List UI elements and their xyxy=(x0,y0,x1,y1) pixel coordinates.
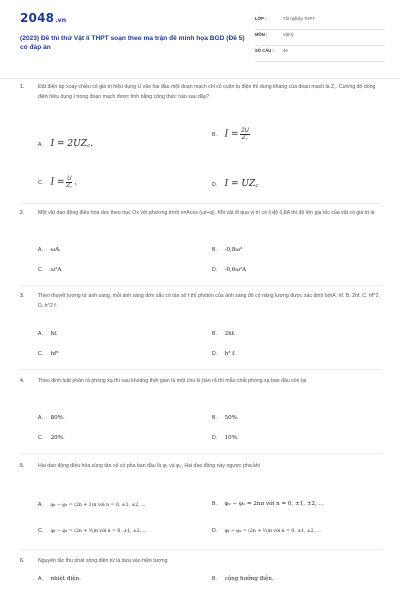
option-value: -0,6ω²A xyxy=(224,267,247,273)
option-value: nhiệt điện. xyxy=(50,576,81,582)
meta-value: Tốt nghiệp THPT xyxy=(283,16,315,21)
fraction-numerator: 2U xyxy=(241,128,249,134)
question-text: Hai dao động điều hòa cùng tần số có pha ban đầu là φ₁ và φ₂. Hai dao động này ngược pha khi xyxy=(38,463,260,469)
option-value: φ₂ − φ₁ = (2n + ⅓)π với n = 0, ±1, ±2, ... xyxy=(224,529,322,534)
question-text: Theo thuyết lượng tử ánh sáng, mỗi ánh sáng đơn sắc có tần số f thì photon của ánh sáng đó có năng lượng được xác định bởiA. hf. B. 2hf. C. hf^2. D. h^2 f. xyxy=(38,293,380,309)
exam-title: (2023) Đề thi thử Vật lí THPT soạn theo ma trận đề minh họa BGD (Đề 5) có đáp án xyxy=(20,35,245,51)
question-text: Đặt điện áp xoay chiều có giá trị hiệu dụng U vào hai đầu một đoạn mạch chỉ có cuộn tụ điện thì dung kháng của đoạn mạch là Z꜀. Cường độ dòng điện hiệu dụng I trong đoạn mạch được tính bằng công thức nào sau đây? xyxy=(38,84,376,100)
meta-row-subject xyxy=(255,30,385,46)
option-value: φ₂ − φ₁ = (2n + 1)π với n = 0, ±1, ±2, ... xyxy=(50,503,146,508)
fraction-numerator: U xyxy=(67,176,72,182)
meta-key: LỚP : xyxy=(255,16,267,21)
option-value: 2hf. xyxy=(224,331,236,337)
option-value: 10%. xyxy=(224,435,239,441)
option-value: 50%. xyxy=(224,415,239,421)
option-letter: C. xyxy=(38,180,44,187)
option-value: h² f. xyxy=(224,351,236,357)
option-letter: A. xyxy=(38,502,43,508)
option-value: ωA. xyxy=(50,247,61,253)
meta-key: SỐ CÂU : xyxy=(255,48,274,53)
option-letter: D. xyxy=(212,267,218,273)
header-divider xyxy=(0,78,400,79)
option-value-suffix: . xyxy=(74,177,77,188)
option-a[interactable] xyxy=(38,331,58,337)
option-letter: A. xyxy=(38,576,43,582)
option-letter: D. xyxy=(212,435,218,441)
meta-row-count xyxy=(255,46,385,62)
option-letter: B. xyxy=(212,247,217,253)
option-c[interactable] xyxy=(38,176,77,190)
question-divider xyxy=(20,285,382,286)
question-divider xyxy=(20,549,382,550)
option-fraction xyxy=(66,176,72,190)
question-text: Nguyên tắc thu phát sóng điện từ là dựa vào hiện tượng xyxy=(38,558,168,564)
fraction-denominator: Z꜀ xyxy=(66,183,73,189)
question-number: 1. xyxy=(20,84,25,90)
option-a[interactable] xyxy=(38,576,81,582)
question-number: 3. xyxy=(20,293,25,299)
question-number: 5. xyxy=(20,463,25,469)
question-number: 2. xyxy=(20,210,25,216)
option-value: 80%. xyxy=(50,415,65,421)
option-letter: A. xyxy=(38,331,43,337)
option-value: hf² xyxy=(50,351,59,357)
option-a[interactable] xyxy=(38,415,65,421)
option-d[interactable] xyxy=(212,351,236,357)
option-d[interactable] xyxy=(212,267,246,273)
meta-value: Vật lý xyxy=(283,32,294,37)
option-value: 20%. xyxy=(50,435,65,441)
option-c[interactable] xyxy=(38,528,147,534)
option-d[interactable] xyxy=(212,435,239,441)
option-a[interactable] xyxy=(38,136,93,149)
option-value: -0,8ω² xyxy=(224,247,243,253)
option-d[interactable] xyxy=(212,176,258,189)
meta-key: MÔN : xyxy=(255,32,268,37)
fraction-denominator: Z꜀ xyxy=(242,135,248,141)
option-c[interactable] xyxy=(38,435,65,441)
option-b[interactable] xyxy=(212,331,235,337)
option-letter: C. xyxy=(38,528,44,534)
option-c[interactable] xyxy=(38,351,58,357)
option-b[interactable] xyxy=(212,247,242,253)
logo-text: 2048 xyxy=(20,11,55,25)
option-letter: A. xyxy=(38,142,43,148)
option-value: hf. xyxy=(50,331,58,337)
option-value: ω²A xyxy=(50,267,62,273)
option-letter: C. xyxy=(38,267,44,273)
option-letter: D. xyxy=(212,528,218,534)
option-letter: C. xyxy=(38,435,44,441)
option-b[interactable] xyxy=(212,415,239,421)
question-divider xyxy=(20,369,382,370)
exam-meta xyxy=(255,14,385,62)
option-letter: B. xyxy=(212,415,217,421)
option-value: I = UZ꜀ xyxy=(224,179,259,189)
question-text: Theo định luật phân rã phóng xạ thì sau khoảng thời gian là một chu kì bán rã thì mẫu chất phóng xạ ban đầu còn lại xyxy=(38,378,307,384)
option-a[interactable] xyxy=(38,247,61,253)
option-value: φ₂ − φ₁ = (2n + ½)π với n = 0, ±1, ±2, ... xyxy=(50,529,148,534)
meta-row-class xyxy=(255,14,385,30)
option-b[interactable] xyxy=(212,576,274,582)
option-value: φ₂ − φ₁ = 2nπ với n = 0, ±1, ±2, ... xyxy=(224,501,324,507)
option-value-prefix: I = xyxy=(224,129,239,140)
option-value-prefix: I = xyxy=(50,177,65,188)
option-a[interactable] xyxy=(38,502,145,508)
option-letter: D. xyxy=(212,182,218,188)
option-letter: D. xyxy=(212,351,218,357)
option-letter: B. xyxy=(212,501,217,507)
question-divider xyxy=(20,203,382,204)
option-value: cộng hưởng điện. xyxy=(224,576,274,582)
option-letter: B. xyxy=(212,576,217,582)
option-value: I = 2UZ꜀. xyxy=(50,139,93,149)
option-d[interactable] xyxy=(212,528,321,534)
question-number: 4. xyxy=(20,378,25,384)
question-text: Một vật dao động điều hòa dọc theo trục Ox với phương trình x=Acos (ωt+φ). Khi vật đi qua vị trí có li độ 0,8A thì độ lớn gia tốc của vật có giá trị là xyxy=(38,210,375,216)
option-b[interactable] xyxy=(212,501,324,507)
option-letter: A. xyxy=(38,247,43,253)
option-c[interactable] xyxy=(38,267,61,273)
question-number: 6. xyxy=(20,558,25,564)
option-b[interactable] xyxy=(212,128,250,142)
site-logo[interactable] xyxy=(20,11,66,25)
option-letter: B. xyxy=(212,132,217,139)
page-header xyxy=(0,0,400,76)
option-letter: C. xyxy=(38,351,44,357)
option-letter: B. xyxy=(212,331,217,337)
meta-value: 40 xyxy=(283,48,288,53)
option-letter: A. xyxy=(38,415,43,421)
logo-suffix: .vn xyxy=(55,17,67,24)
option-fraction xyxy=(240,128,250,142)
question-divider xyxy=(20,453,382,454)
